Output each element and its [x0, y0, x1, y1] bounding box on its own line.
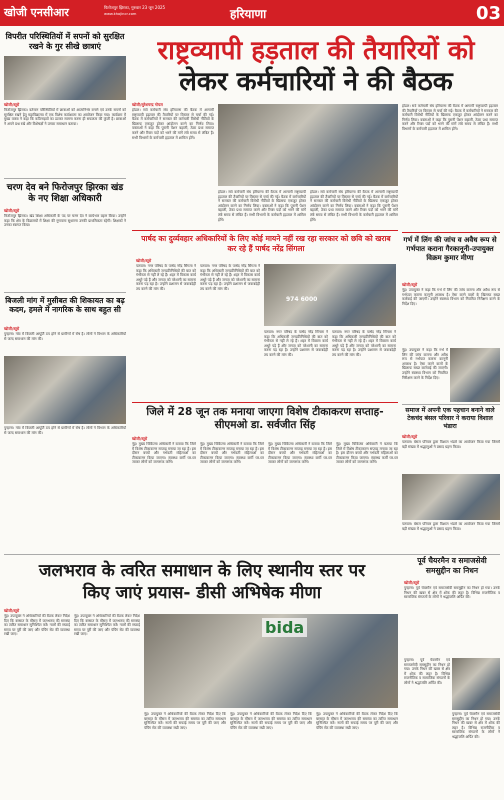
tika-body-col4: नूंह। मुख्य चिकित्सा अधिकारी ने बताया कि जिले में विशेष टीकाकरण सप्ताह मनाया जा रहा है। इस दौरान बच्चों और गर्भवती महिलाओं का टीकाकरण किया जाएगा। स्वास्थ्य कर्मी घर-घर जाकर लोगों को जागरूक करेंगे।	[336, 442, 398, 465]
right-body-1: नूंह। उपायुक्त ने कहा कि गर्भ में लिंग की जांच कराना और अवैध रूप से गर्भपात कराना कानूनी अपराध है। ऐसा करने वालों के खिलाफ सख्त कार्रवाई की जाएगी। उन्होंने स्वास्थ्य विभाग को नियमित निरीक्षण करने के निर्देश दिए।	[402, 288, 500, 306]
samaj-headline: समाज में अपनी एक पहचान बनाने वाले टेकचंद बंसल परिवार ने कराया विशाल भंडारा	[405, 407, 495, 430]
mid-photo	[264, 264, 396, 326]
left-byline-2: खोजी/ब्यूरो	[4, 208, 20, 213]
samaj-photo	[402, 474, 500, 520]
obit-body-3: पुन्हाना। पूर्व चेयरमैन एवं समाजसेवी समसुद्दीन का निधन हो गया। उनके निधन की खबर से क्षेत्र में शोक की लहर है। विभिन्न राजनीतिक व सामाजिक संगठनों के लोगों ने श्रद्धांजलि अर्पित की।	[452, 712, 500, 739]
obit-body: पुन्हाना। पूर्व चेयरमैन एवं समाजसेवी समसुद्दीन का निधन हो गया। उनके निधन की खबर से क्षेत्र में शोक की लहर है। विभिन्न राजनीतिक व सामाजिक संगठनों के लोगों ने श्रद्धांजलि अर्पित की।	[404, 586, 500, 600]
lead-headline-line1: राष्ट्रव्यापी हड़ताल की तैयारियों को	[157, 36, 475, 66]
jal-headline-line1: जलभराव के त्वरित समाधान के लिए स्थानीय स्तर पर	[38, 561, 366, 581]
mid-body-col2: पलवल। नगर परिषद के पार्षद नरेंद्र सिंगला ने कहा कि अधिकारी जनप्रतिनिधियों की बात को गंभीरता से नहीं ले रहे हैं। शहर में विकास कार्य अधूरे पड़े हैं और जनता को परेशानी का सामना करना पड़ रहा है। उन्होंने प्रशासन से जवाबदेही तय करने की मांग की।	[200, 264, 260, 291]
jal-byline: खोजी/ब्यूरो	[4, 608, 20, 613]
left-photo-1	[4, 56, 126, 100]
jal-body-col1: नूंह। उपायुक्त ने अधिकारियों की बैठक लेकर निर्देश दिए कि बरसात के मौसम में जलभराव की समस्या का त्वरित समाधान सुनिश्चित करें। नालों की सफाई समय पर पूरी की जाए और पंपिंग सेट की व्यवस्था रखी जाए।	[4, 614, 70, 637]
mid-photo-number: 974 6000	[286, 296, 318, 303]
left-headline-2: चरण देव बने फिरोजपुर झिरका खंड के नए शिक्षा अधिकारी	[6, 183, 124, 204]
divider	[402, 404, 500, 405]
divider	[4, 178, 126, 179]
divider	[4, 554, 500, 555]
mid-body-col4: पलवल। नगर परिषद के पार्षद नरेंद्र सिंगला ने कहा कि अधिकारी जनप्रतिनिधियों की बात को गंभीरता से नहीं ले रहे हैं। शहर में विकास कार्य अधूरे पड़े हैं और जनता को परेशानी का सामना करना पड़ रहा है। उन्होंने प्रशासन से जवाबदेही तय करने की मांग की।	[332, 330, 396, 357]
section-name: हरियाणा	[230, 7, 267, 21]
lead-body-col3: होडल। सर्व कर्मचारी संघ हरियाणा की बैठक में आगामी राष्ट्रव्यापी हड़ताल की तैयारियों पर विस्तार से चर्चा की गई। बैठक में कर्मचारियों ने सरकार की कर्मचारी विरोधी नीतियों के खिलाफ एकजुट होकर आंदोलन करने का निर्णय लिया। वक्ताओं ने कहा कि पुरानी पेंशन बहाली, ठेका प्रथा समाप्त करने और रिक्त पदों को भरने की मांगें लंबे समय से लंबित हैं। सभी विभागों के कर्मचारी हड़ताल में शामिल होंगे।	[310, 190, 398, 222]
tika-body-col1: नूंह। मुख्य चिकित्सा अधिकारी ने बताया कि जिले में विशेष टीकाकरण सप्ताह मनाया जा रहा है। इस दौरान बच्चों और गर्भवती महिलाओं का टीकाकरण किया जाएगा। स्वास्थ्य कर्मी घर-घर जाकर लोगों को जागरूक करेंगे।	[132, 442, 196, 465]
left-body-1: फिरोजपुर झिरका। वर्तमान परिस्थितियों में छात्राओं को आत्मनिर्भर बनाने एवं उनके सपनों को सुरक्षित रखने हेतु महाविद्यालय में एक विशेष कार्यशाला का आयोजन किया गया। कार्यक्रम में मुख्य वक्ता ने कहा कि कठिनाइयों का डटकर सामना करना ही सफलता की कुंजी है। छात्राओं ने अपने प्रश्न रखे और विशेषज्ञों ने उनका समाधान बताया।	[4, 108, 126, 126]
mid-headline: पार्षद का दुर्व्यवहार अधिकारियों के लिए कोई मायने नहीं रख रहा सरकार को छवि को खराब कर रहे हैं पार्षद नरेंद्र सिंगला	[141, 234, 391, 253]
right-body-2: नूंह। उपायुक्त ने कहा कि गर्भ में लिंग की जांच कराना और अवैध रूप से गर्भपात कराना कानूनी अपराध है। ऐसा करने वालों के खिलाफ सख्त कार्रवाई की जाएगी। उन्होंने स्वास्थ्य विभाग को नियमित निरीक्षण करने के निर्देश दिए।	[402, 348, 448, 380]
jal-body-col4: नूंह। उपायुक्त ने अधिकारियों की बैठक लेकर निर्देश दिए कि बरसात के मौसम में जलभराव की समस्या का त्वरित समाधान सुनिश्चित करें। नालों की सफाई समय पर पूरी की जाए और पंपिंग सेट की व्यवस्था रखी जाए।	[230, 712, 312, 730]
right-photo	[450, 348, 500, 402]
left-headline-1: विपरीत परिस्थितियों में सपनों को सुरक्षित रखने के गुर सीखे छात्राएं	[5, 32, 125, 51]
right-byline: खोजी/ब्यूरो	[402, 282, 418, 287]
tika-byline: खोजी/ब्यूरो	[132, 436, 148, 441]
obit-headline: पूर्व चैयरमैन व समाजसेवी समसुद्दीन का निधन	[417, 556, 487, 575]
divider	[402, 232, 500, 233]
left-byline-1: खोजी/ब्यूरो	[4, 102, 20, 107]
samaj-body-2: पलवल। बंसल परिवार द्वारा विशाल भंडारे का आयोजन किया गया जिसमें बड़ी संख्या में श्रद्धालुओं ने प्रसाद ग्रहण किया।	[402, 522, 500, 531]
lead-headline	[132, 36, 500, 98]
jal-body-col3: नूंह। उपायुक्त ने अधिकारियों की बैठक लेकर निर्देश दिए कि बरसात के मौसम में जलभराव की समस्या का त्वरित समाधान सुनिश्चित करें। नालों की सफाई समय पर पूरी की जाए और पंपिंग सेट की व्यवस्था रखी जाए।	[144, 712, 226, 730]
tika-body-col3: नूंह। मुख्य चिकित्सा अधिकारी ने बताया कि जिले में विशेष टीकाकरण सप्ताह मनाया जा रहा है। इस दौरान बच्चों और गर्भवती महिलाओं का टीकाकरण किया जाएगा। स्वास्थ्य कर्मी घर-घर जाकर लोगों को जागरूक करेंगे।	[268, 442, 332, 465]
samaj-body: पलवल। बंसल परिवार द्वारा विशाल भंडारे का आयोजन किया गया जिसमें बड़ी संख्या में श्रद्धालुओं ने प्रसाद ग्रहण किया।	[402, 440, 500, 449]
left-photo-2	[4, 356, 126, 424]
left-body-2: फिरोजपुर झिरका। खंड शिक्षा अधिकारी के पद पर चरण देव ने कार्यभार ग्रहण किया। उन्होंने कहा कि क्षेत्र के विद्यालयों में शिक्षा की गुणवत्ता सुधारना उनकी प्राथमिकता रहेगी। शिक्षकों ने उनका स्वागत किया।	[4, 214, 126, 228]
tika-body-col2: नूंह। मुख्य चिकित्सा अधिकारी ने बताया कि जिले में विशेष टीकाकरण सप्ताह मनाया जा रहा है। इस दौरान बच्चों और गर्भवती महिलाओं का टीकाकरण किया जाएगा। स्वास्थ्य कर्मी घर-घर जाकर लोगों को जागरूक करेंगे।	[200, 442, 264, 465]
masthead-date: फिरोजपुर झिरका, गुरुवार 23 जून 2025	[104, 5, 166, 10]
jal-headline	[4, 560, 400, 604]
obit-byline: खोजी/ब्यूरो	[404, 580, 420, 585]
jal-body-col5: नूंह। उपायुक्त ने अधिकारियों की बैठक लेकर निर्देश दिए कि बरसात के मौसम में जलभराव की समस्या का त्वरित समाधान सुनिश्चित करें। नालों की सफाई समय पर पूरी की जाए और पंपिंग सेट की व्यवस्था रखी जाए।	[316, 712, 398, 730]
lead-headline-line2: लेकर कर्मचारियों ने की बैठक	[179, 67, 453, 97]
left-body-3: पुन्हाना। गांव में बिजली आपूर्ति ठप होने से ग्रामीणों में रोष है। लोगों ने विभाग के अधिकारियों से जल्द समाधान की मांग की।	[4, 332, 126, 341]
left-headline-3: बिजली मांग में मुसीबत की शिकायत का बढ़ कदम, हमले में नागरिक के साथ बहुत सी	[5, 296, 125, 314]
page-number: 03	[476, 3, 502, 24]
left-byline-3: खोजी/ब्यूरो	[4, 326, 20, 331]
obit-body-2: पुन्हाना। पूर्व चेयरमैन एवं समाजसेवी समसुद्दीन का निधन हो गया। उनके निधन की खबर से क्षेत्र में शोक की लहर है। विभिन्न राजनीतिक व सामाजिक संगठनों के लोगों ने श्रद्धांजलि अर्पित की।	[404, 658, 450, 685]
mid-body-col1: पलवल। नगर परिषद के पार्षद नरेंद्र सिंगला ने कहा कि अधिकारी जनप्रतिनिधियों की बात को गंभीरता से नहीं ले रहे हैं। शहर में विकास कार्य अधूरे पड़े हैं और जनता को परेशानी का सामना करना पड़ रहा है। उन्होंने प्रशासन से जवाबदेही तय करने की मांग की।	[136, 264, 196, 291]
divider	[4, 292, 126, 293]
left-body-3b: पुन्हाना। गांव में बिजली आपूर्ति ठप होने से ग्रामीणों में रोष है। लोगों ने विभाग के अधिकारियों से जल्द समाधान की मांग की।	[4, 426, 126, 435]
lead-photo	[218, 104, 398, 186]
obit-photo	[452, 658, 500, 710]
divider	[132, 230, 398, 231]
tika-headline: जिले में 28 जून तक मनाया जाएगा विशेष टीकाकरण सप्ताह-सीएमओ डा. सर्वजीत सिंह	[146, 406, 384, 431]
lead-body-col4: होडल। सर्व कर्मचारी संघ हरियाणा की बैठक में आगामी राष्ट्रव्यापी हड़ताल की तैयारियों पर विस्तार से चर्चा की गई। बैठक में कर्मचारियों ने सरकार की कर्मचारी विरोधी नीतियों के खिलाफ एकजुट होकर आंदोलन करने का निर्णय लिया। वक्ताओं ने कहा कि पुरानी पेंशन बहाली, ठेका प्रथा समाप्त करने और रिक्त पदों को भरने की मांगें लंबे समय से लंबित हैं। सभी विभागों के कर्मचारी हड़ताल में शामिल होंगे।	[402, 104, 498, 131]
jal-headline-line2: किए जाएं प्रयास- डीसी अभिषेक मीणा	[82, 583, 322, 603]
masthead-url: www.khojincr.com	[104, 12, 137, 16]
lead-body-col1: होडल। सर्व कर्मचारी संघ हरियाणा की बैठक में आगामी राष्ट्रव्यापी हड़ताल की तैयारियों पर विस्तार से चर्चा की गई। बैठक में कर्मचारियों ने सरकार की कर्मचारी विरोधी नीतियों के खिलाफ एकजुट होकर आंदोलन करने का निर्णय लिया। वक्ताओं ने कहा कि पुरानी पेंशन बहाली, ठेका प्रथा समाप्त करने और रिक्त पदों को भरने की मांगें लंबे समय से लंबित हैं। सभी विभागों के कर्मचारी हड़ताल में शामिल होंगे।	[132, 108, 214, 140]
masthead-title: खोजी एनसीआर	[4, 6, 69, 19]
jal-photo-banner: bida	[262, 618, 307, 637]
mid-byline: खोजी/ब्यूरो	[136, 258, 152, 263]
lead-body-col2: होडल। सर्व कर्मचारी संघ हरियाणा की बैठक में आगामी राष्ट्रव्यापी हड़ताल की तैयारियों पर विस्तार से चर्चा की गई। बैठक में कर्मचारियों ने सरकार की कर्मचारी विरोधी नीतियों के खिलाफ एकजुट होकर आंदोलन करने का निर्णय लिया। वक्ताओं ने कहा कि पुरानी पेंशन बहाली, ठेका प्रथा समाप्त करने और रिक्त पदों को भरने की मांगें लंबे समय से लंबित हैं। सभी विभागों के कर्मचारी हड़ताल में शामिल होंगे।	[218, 190, 306, 222]
samaj-byline: खोजी/ब्यूरो	[402, 434, 418, 439]
mid-body-col3: पलवल। नगर परिषद के पार्षद नरेंद्र सिंगला ने कहा कि अधिकारी जनप्रतिनिधियों की बात को गंभीरता से नहीं ले रहे हैं। शहर में विकास कार्य अधूरे पड़े हैं और जनता को परेशानी का सामना करना पड़ रहा है। उन्होंने प्रशासन से जवाबदेही तय करने की मांग की।	[264, 330, 328, 357]
right-headline: गर्भ में लिंग की जांच व अवैध रूप से गर्भपात कराना गैरकानूनी-उपायुक्त विक्रम कुमार मीणा	[403, 236, 497, 262]
lead-byline: खोजी/सुरेशचन्द्र गोयल	[132, 102, 163, 107]
divider	[132, 402, 398, 403]
jal-body-col2: नूंह। उपायुक्त ने अधिकारियों की बैठक लेकर निर्देश दिए कि बरसात के मौसम में जलभराव की समस्या का त्वरित समाधान सुनिश्चित करें। नालों की सफाई समय पर पूरी की जाए और पंपिंग सेट की व्यवस्था रखी जाए।	[74, 614, 140, 637]
